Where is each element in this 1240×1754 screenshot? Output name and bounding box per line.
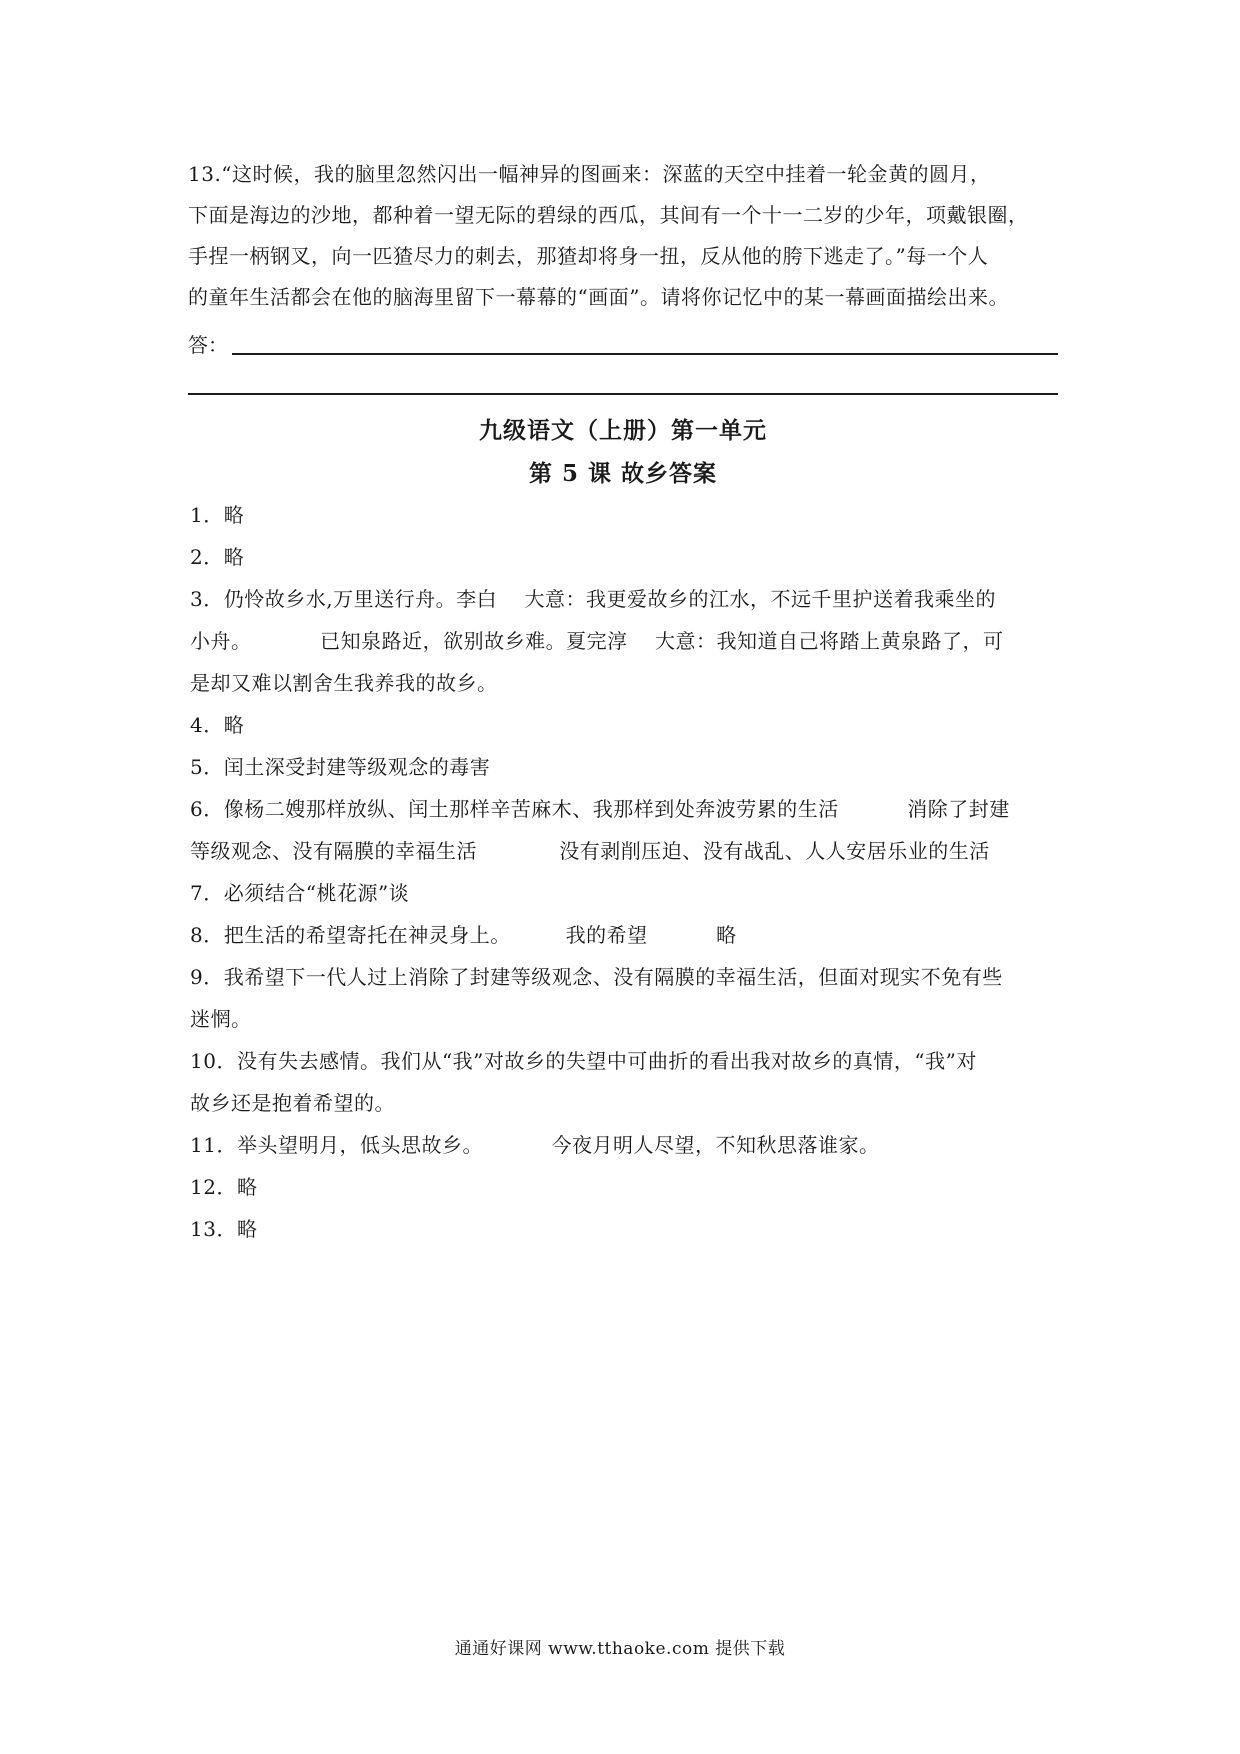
page-footer: 通通好课网 www.tthaoke.com 提供下载 (454, 1639, 786, 1659)
answer-line-text: 12．略 (190, 1175, 258, 1199)
answer-line (232, 353, 1058, 355)
answer-label: 答： (188, 333, 228, 357)
answer-line-text: 4．略 (190, 713, 245, 737)
answer-line-text: 等级观念、没有隔膜的幸福生活 没有剥削压迫、没有战乱、人人安居乐业的生活 (190, 839, 990, 863)
question-13 (188, 154, 1058, 318)
answer-line-text: 9．我希望下一代人过上消除了封建等级观念、没有隔膜的幸福生活，但面对现实不免有些 (190, 965, 1003, 989)
answer-line-text: 5．闰土深受封建等级观念的毒害 (190, 755, 491, 779)
question-13-line: 的童年生活都会在他的脑海里留下一幕幕的“画面”。请将你记忆中的某一幕画面描绘出来。 (188, 285, 1009, 309)
lesson-heading: 第 5 课 故乡答案 (528, 460, 718, 487)
unit-heading: 九级语文（上册）第一单元 (479, 417, 767, 444)
answer-line-text: 13．略 (190, 1217, 258, 1241)
answer-line-text: 小舟。 已知泉路近，欲别故乡难。夏完淳 大意：我知道自己将踏上黄泉路了，可 (190, 629, 1004, 653)
answer-line-text: 2．略 (190, 545, 245, 569)
answer-line-text: 10．没有失去感情。我们从“我”对故乡的失望中可曲折的看出我对故乡的真情，“我”对 (190, 1049, 977, 1073)
answer-line-text: 8．把生活的希望寄托在神灵身上。 我的希望 略 (190, 923, 737, 947)
question-13-line: 下面是海边的沙地，都种着一望无际的碧绿的西瓜，其间有一个十一二岁的少年，项戴银圈， (188, 203, 1029, 227)
answer-line-text: 7．必须结合“桃花源”谈 (190, 881, 410, 905)
answer-line-text: 是却又难以割舍生我养我的故乡。 (190, 671, 498, 695)
answer-list (190, 494, 1060, 1250)
answer-row (188, 327, 1058, 359)
answer-line-text: 故乡还是抱着希望的。 (190, 1091, 395, 1115)
answer-line (188, 393, 1058, 395)
question-13-line: 手捏一柄钢叉，向一匹猹尽力的刺去，那猹却将身一扭，反从他的胯下逃走了。”每一个人 (188, 244, 989, 268)
answer-line-text: 6．像杨二嫂那样放纵、闰土那样辛苦麻木、我那样到处奔波劳累的生活 消除了封建 (190, 797, 1010, 821)
answer-line-text: 1．略 (190, 503, 245, 527)
answer-line-text: 11．举头望明月，低头思故乡。 今夜月明人尽望，不知秋思落谁家。 (190, 1133, 880, 1157)
answer-line-text: 迷惘。 (190, 1007, 252, 1031)
answer-line-text: 3．仍怜故乡水,万里送行舟。李白 大意：我更爱故乡的江水，不远千里护送着我乘坐的 (190, 587, 997, 611)
question-13-line: 13.“这时候，我的脑里忽然闪出一幅神异的图画来：深蓝的天空中挂着一轮金黄的圆月， (188, 162, 991, 186)
